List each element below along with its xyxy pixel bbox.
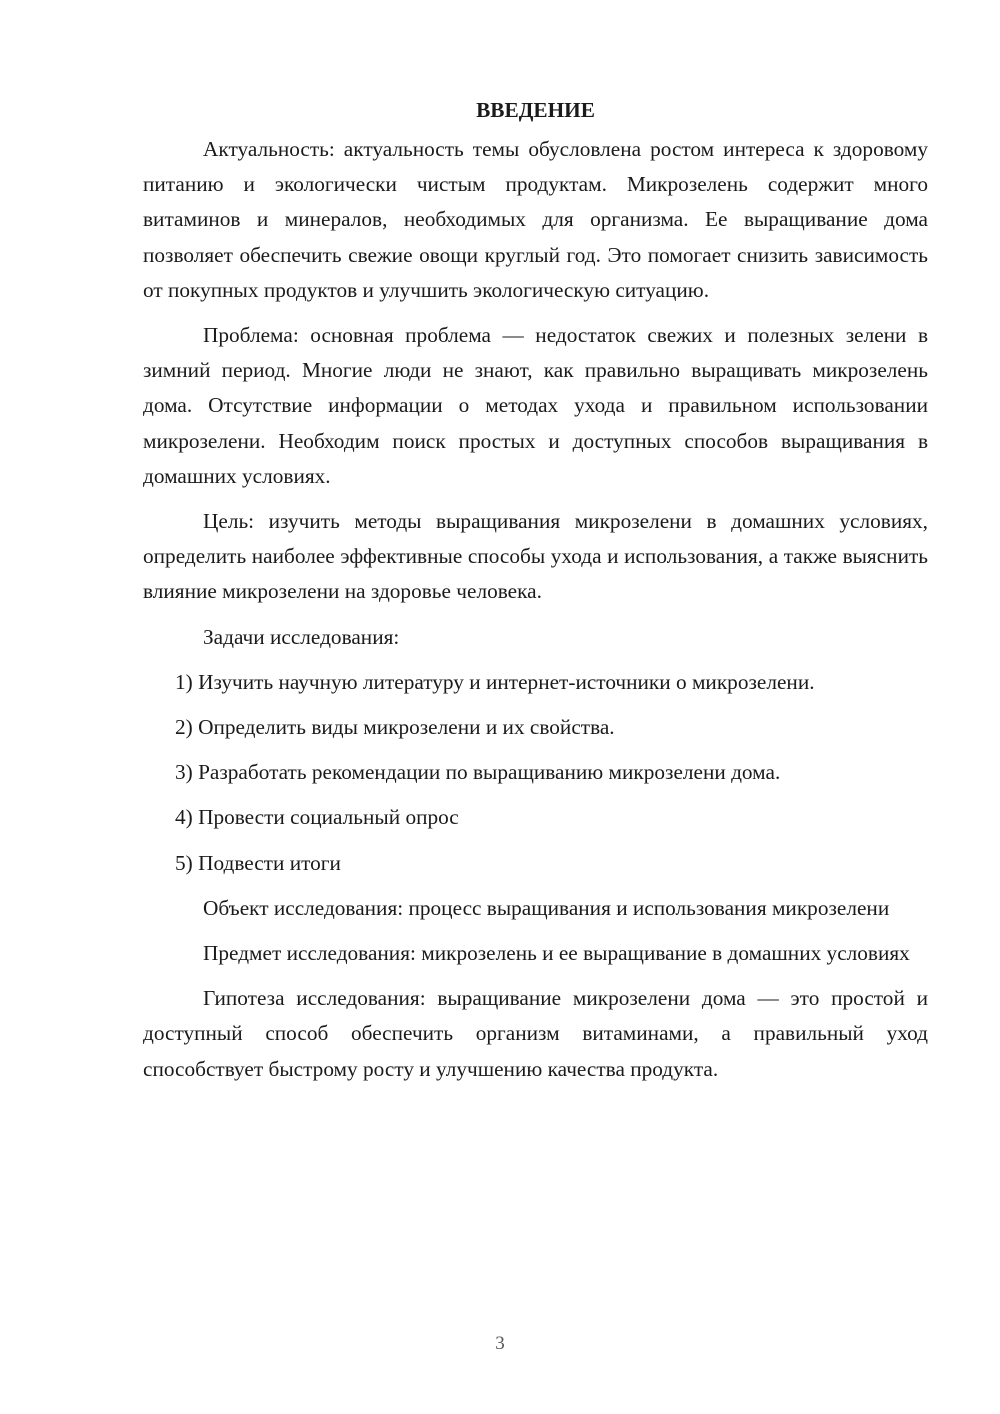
list-item: 2) Определить виды микрозелени и их свойства.: [175, 715, 615, 740]
goal-paragraph: Цель: изучить методы выращивания микрозелени в домашних условиях, определить наиболее эффективные способы ухода и использования, а также выяснить влияние микрозелени на здоровье человека.: [143, 509, 928, 604]
list-item: 3) Разработать рекомендации по выращиванию микрозелени дома.: [175, 760, 781, 785]
page-title: ВВЕДЕНИЕ: [476, 98, 595, 122]
problem-paragraph: Проблема: основная проблема — недостаток свежих и полезных зелени в зимний период. Многие люди не знают, как правильно выращивать микрозелень дома. Отсутствие информации о методах ухода и правильном использовании микрозелени. Необходим поиск простых и доступных способов выращивания в домашних условиях.: [143, 323, 928, 488]
list-item: 1) Изучить научную литературу и интернет-источники о микрозелени.: [175, 669, 815, 694]
list-item: 5) Подвести итоги: [175, 850, 341, 875]
object-paragraph: Объект исследования: процесс выращивания и использования микрозелени: [203, 895, 890, 920]
relevance-paragraph: Актуальность: актуальность темы обусловлена ростом интереса к здоровому питанию и экологически чистым продуктам. Микрозелень содержит много витаминов и минералов, необходимых для организма. Ее выращивание дома позволяет обеспечить свежие овощи круглый год. Это помогает снизить зависимость от покупных продуктов и улучшить экологическую ситуацию.: [143, 137, 928, 302]
list-item: 4) Провести социальный опрос: [175, 805, 459, 830]
hypothesis-paragraph: Гипотеза исследования: выращивание микрозелени дома — это простой и доступный способ обеспечить организм витаминами, а правильный уход способствует быстрому росту и улучшению качества продукта.: [143, 986, 928, 1081]
tasks-list: [143, 665, 928, 881]
page-number: 3: [495, 1333, 505, 1354]
subject-paragraph: Предмет исследования: микрозелень и ее выращивание в домашних условиях: [203, 941, 910, 966]
document-page: [143, 92, 928, 1097]
tasks-heading: Задачи исследования:: [203, 624, 400, 649]
